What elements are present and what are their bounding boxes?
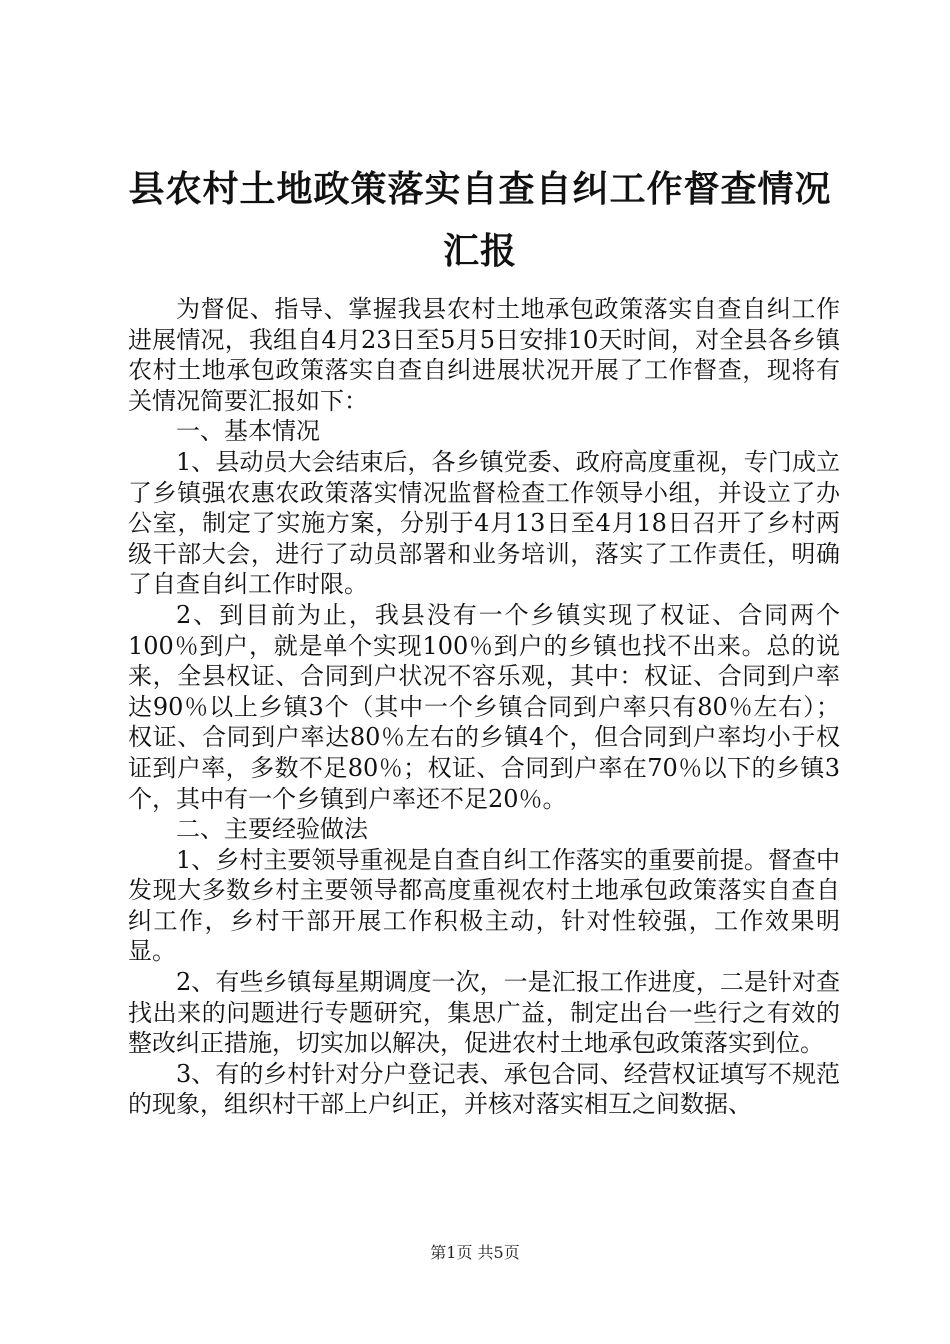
main-experience-item-2: 2、有些乡镇每星期调度一次，一是汇报工作进度，二是针对查找出来的问题进行专题研究，集思广益，制定出台一些行之有效的整改纠正措施，切实加以解决，促进农村土地承包政策落实到位。 — [128, 968, 840, 1058]
section-heading-basic-situation: 一、基本情况 — [176, 417, 320, 446]
main-experience-item-1: 1、乡村主要领导重视是自查自纠工作落实的重要前提。督查中发现大多数乡村主要领导都高度重视农村土地承包政策落实自查自纠工作，乡村干部开展工作积极主动，针对性较强，工作效果明显。 — [128, 845, 840, 966]
document-body — [128, 294, 840, 1120]
intro-paragraph: 为督促、指导、掌握我县农村土地承包政策落实自查自纠工作进展情况，我组自4月23日至5月5日安排10天时间，对全县各乡镇农村土地承包政策落实自查自纠进展状况开展了工作督查，现将有关情况简要汇报如下： — [128, 295, 840, 415]
main-experience-item-3: 3、有的乡村针对分户登记表、承包合同、经营权证填写不规范的现象，组织村干部上户纠正，并核对落实相互之间数据、 — [128, 1059, 840, 1119]
page-footer: 第1页 共5页 — [430, 1243, 520, 1262]
basic-situation-item-2: 2、到目前为止，我县没有一个乡镇实现了权证、合同两个100％到户，就是单个实现100％到户的乡镇也找不出来。总的说来，全县权证、合同到户状况不容乐观，其中：权证、合同到户率达90％以上乡镇3个（其中一个乡镇合同到户率只有80％左右）；权证、合同到户率达80％左右的乡镇4个，但合同到户率均小于权证到户率，多数不足80％；权证、合同到户率在70％以下的乡镇3个，其中有一个乡镇到户率还不足20％。 — [128, 600, 840, 813]
section-heading-main-experience: 二、主要经验做法 — [176, 815, 368, 844]
document-title: 县农村土地政策落实自查自纠工作督查情况汇报 — [128, 168, 832, 272]
basic-situation-item-1: 1、县动员大会结束后，各乡镇党委、政府高度重视，专门成立了乡镇强农惠农政策落实情况监督检查工作领导小组，并设立了办公室，制定了实施方案，分别于4月13日至4月18日召开了乡村两级干部大会，进行了动员部署和业务培训，落实了工作责任，明确了自查自纠工作时限。 — [128, 447, 840, 599]
